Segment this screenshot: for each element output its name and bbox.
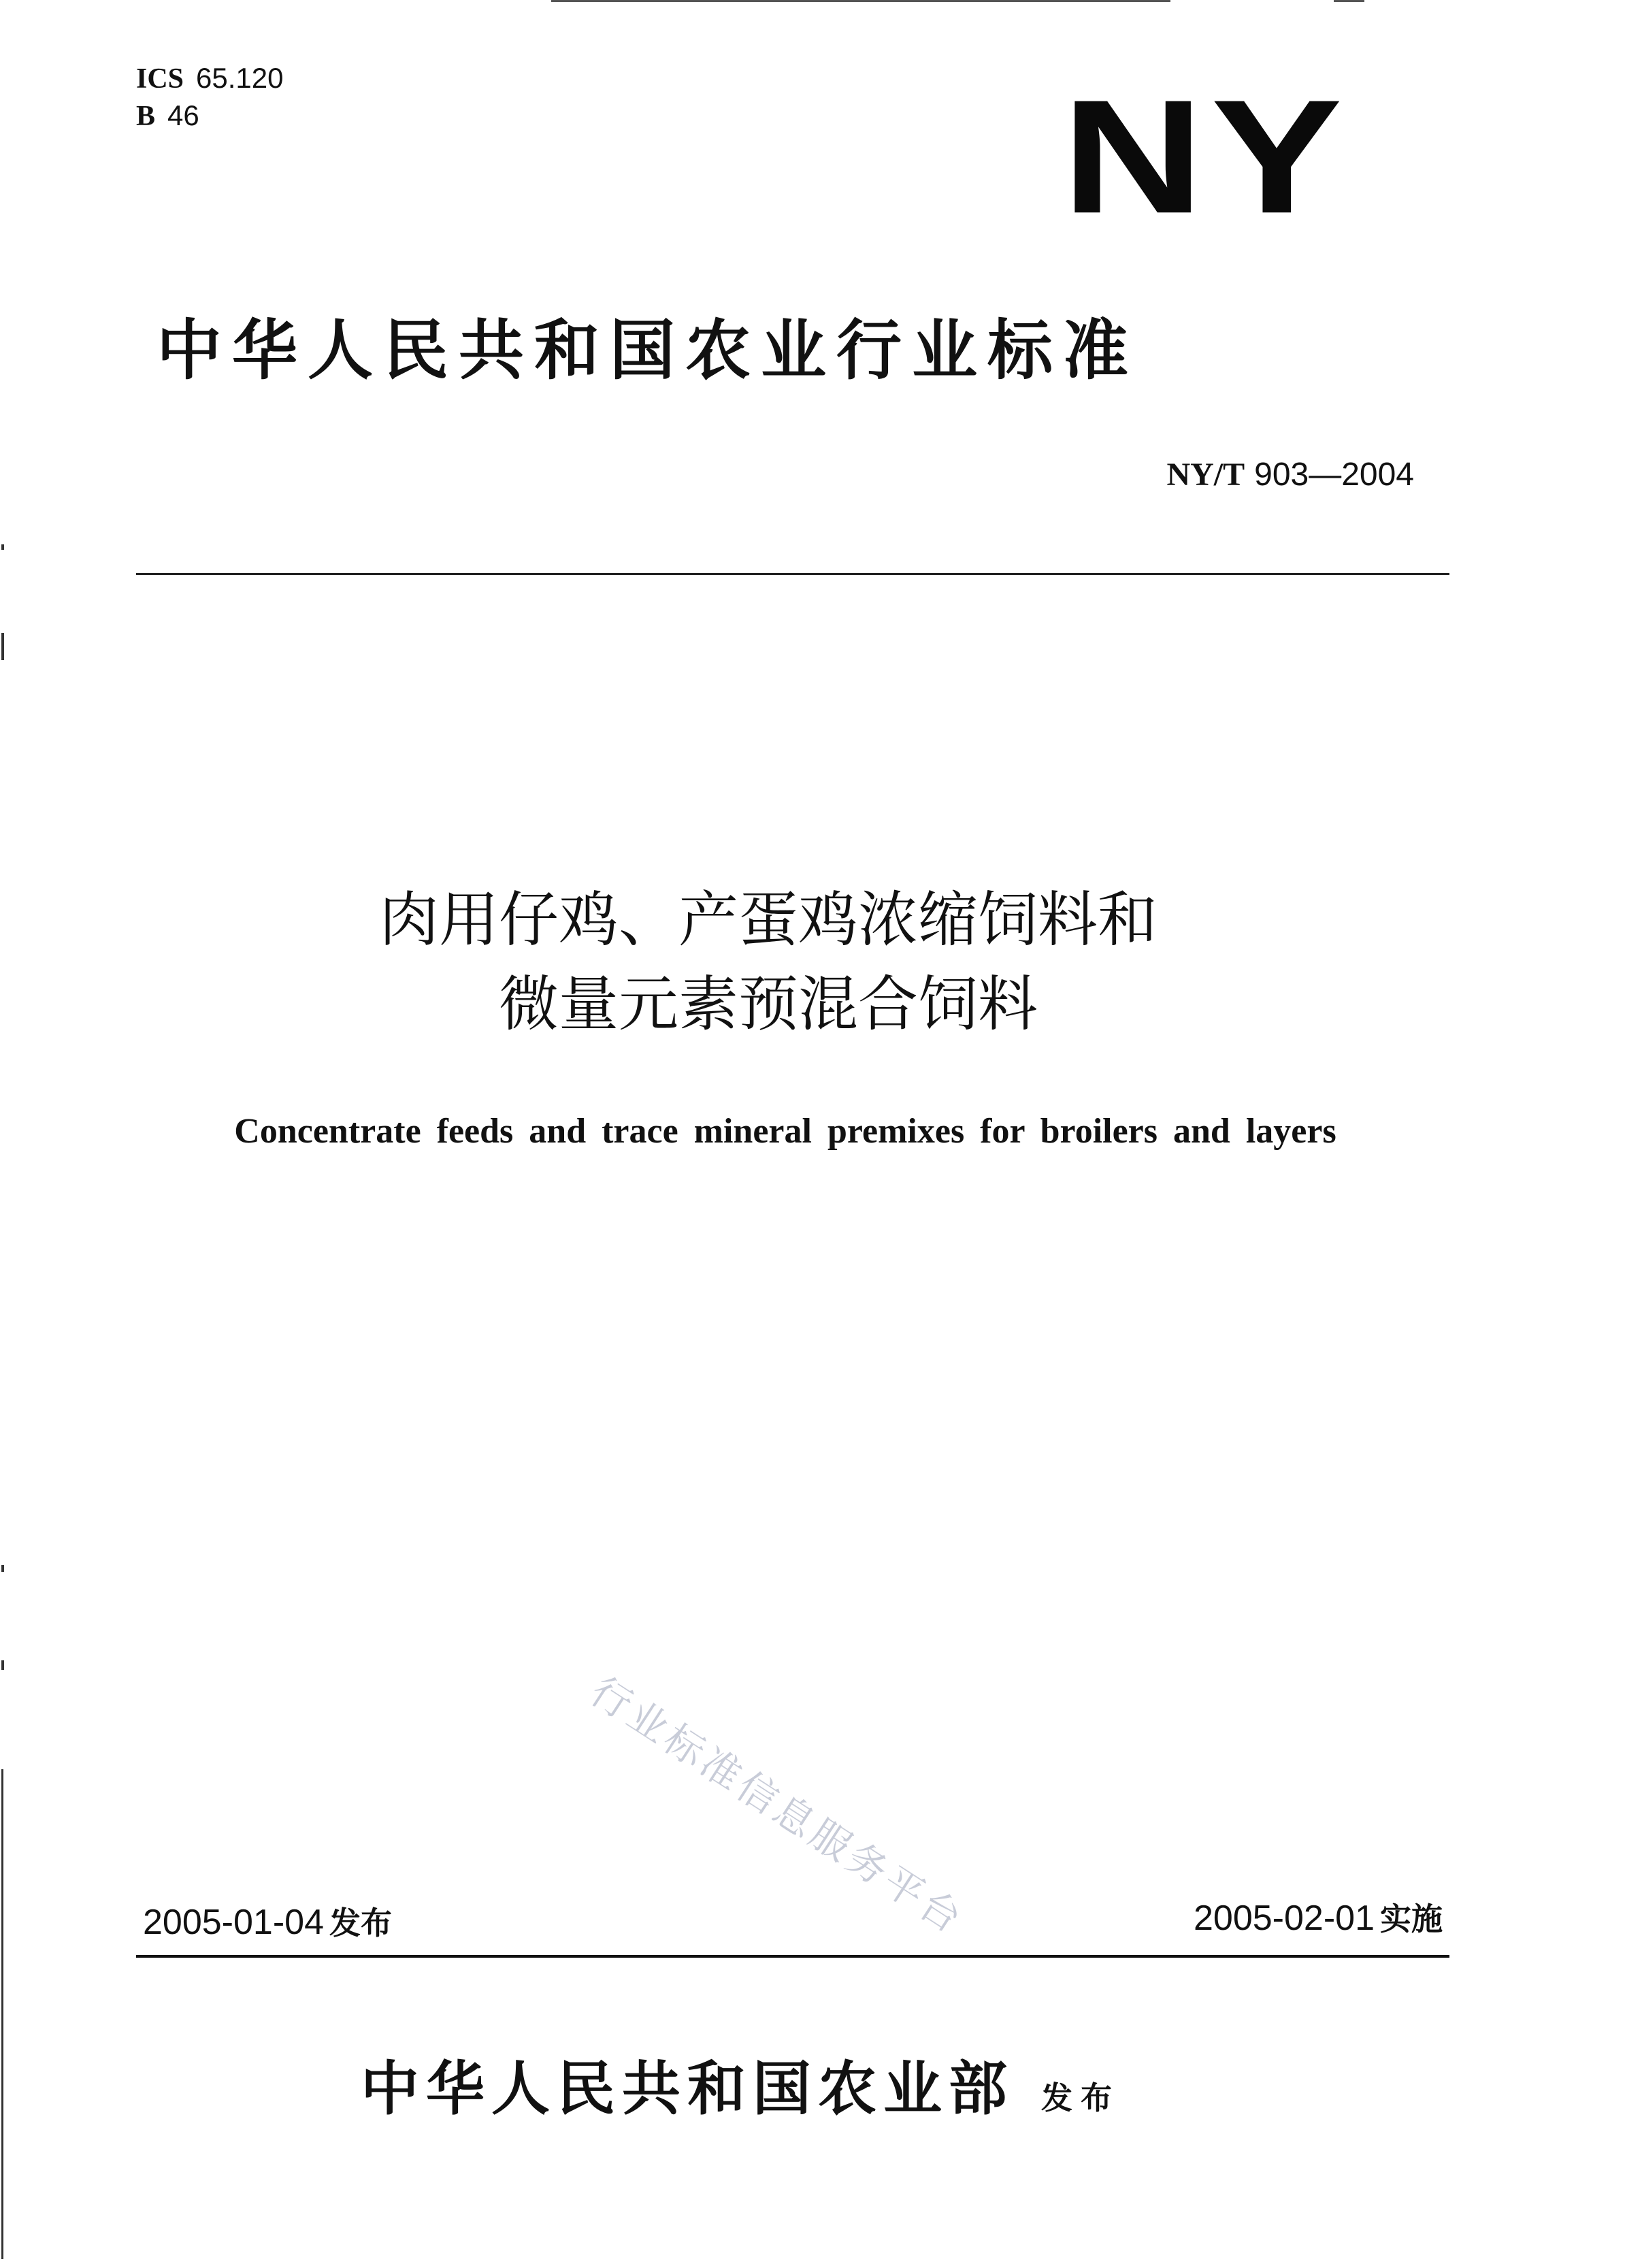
issuer-suffix: 发布: [1041, 2080, 1120, 2116]
issue-date: [143, 1899, 392, 1947]
ccs-label: B: [136, 101, 156, 132]
effective-date: [1194, 1894, 1443, 1943]
ny-logo: NY: [1062, 66, 1349, 248]
footer-divider: [136, 1955, 1449, 1958]
classification-codes: [136, 60, 284, 135]
title-chinese-line-1: 肉用仔鸡、产蛋鸡浓缩饲料和: [378, 885, 1158, 955]
scan-top-dash: [1334, 0, 1364, 2]
scan-edge-mark: [1, 544, 4, 550]
standard-category: 中华人民共和国农业行业标准: [157, 312, 1138, 389]
standard-number-prefix: NY/T: [1166, 457, 1245, 493]
title-chinese-line-2: 微量元素预混合饲料: [498, 969, 1038, 1039]
scan-edge-mark: [1, 1660, 4, 1670]
ics-label: ICS: [136, 63, 184, 95]
issuer-name: 中华人民共和国农业部: [361, 2054, 1014, 2123]
issuer: [361, 2041, 1120, 2126]
ccs-line: [136, 97, 284, 135]
header-divider: [136, 573, 1449, 575]
ics-line: [136, 60, 284, 97]
effective-date-value: 2005-02-01: [1194, 1899, 1375, 1938]
scan-edge-line: [1, 1769, 3, 2259]
title-english: Concentrate feeds and trace mineral premixes for broilers and layers: [234, 1112, 1336, 1151]
scan-edge-mark: [1, 1565, 4, 1572]
scan-top-line: [551, 0, 1170, 2]
issue-date-value: 2005-01-04: [143, 1903, 324, 1942]
title-chinese: [0, 878, 1625, 1047]
scan-edge-mark: [1, 633, 4, 660]
ics-code: 65.120: [196, 62, 284, 94]
ccs-code: 46: [167, 99, 199, 131]
effective-date-suffix: 实施: [1380, 1901, 1443, 1937]
watermark: 行业标准信息服务平台: [582, 1667, 973, 1944]
standard-number: [1166, 455, 1414, 495]
issue-date-suffix: 发布: [329, 1905, 392, 1941]
standard-number-value: 903—2004: [1254, 457, 1414, 493]
